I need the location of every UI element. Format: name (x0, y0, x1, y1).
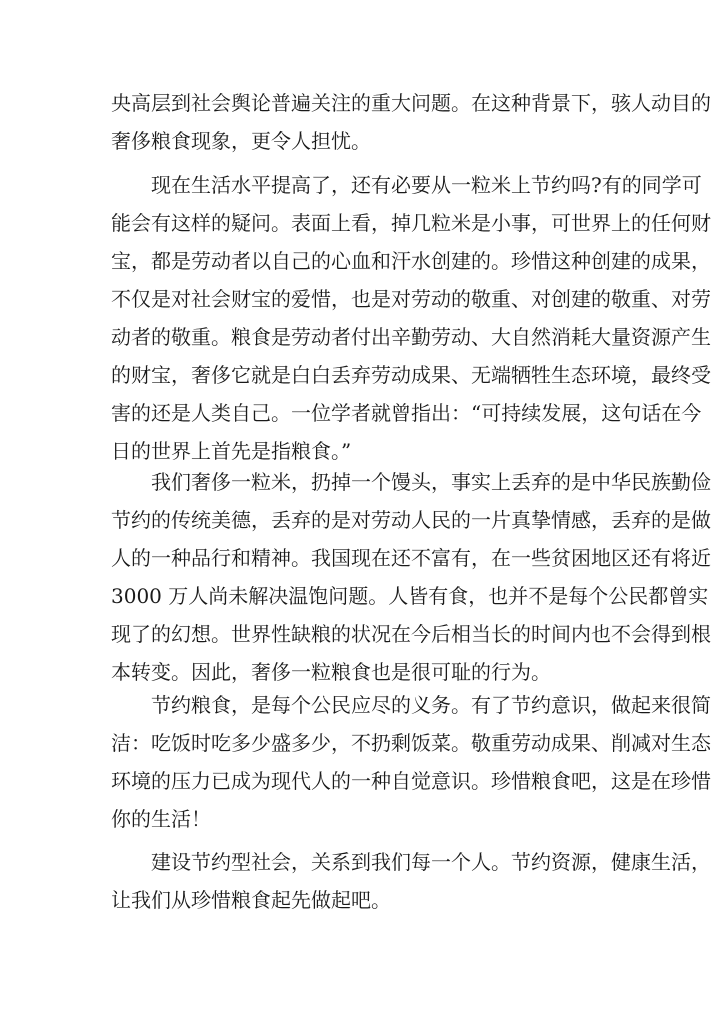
text-line: 3000 万人尚未解决温饱问题。人皆有食，也并不是每个公民都曾实 (111, 584, 709, 608)
text-line: 洁：吃饭时吃多少盛多少，不扔剩饭菜。敬重劳动成果、削减对生态 (111, 731, 711, 755)
text-line: 动者的敬重。粮食是劳动者付出辛勤劳动、大自然消耗大量资源产生 (111, 325, 711, 349)
text-line: 宝，都是劳动者以自己的心血和汗水创建的。珍惜这种创建的成果， (111, 249, 711, 273)
paragraph-1 (111, 84, 711, 160)
text-line: 环境的压力已成为现代人的一种自觉意识。珍惜粮食吧，这是在珍惜 (111, 769, 711, 793)
text-line: 我们奢侈一粒米，扔掉一个馒头，事实上丢弃的是中华民族勤俭 (111, 470, 711, 494)
paragraph-3 (111, 463, 711, 691)
text-line: 的财宝，奢侈它就是白白丢弃劳动成果、无端牺牲生态环境，最终受 (111, 363, 711, 387)
text-line: 奢侈粮食现象，更令人担忧。 (111, 129, 371, 153)
text-line: 害的还是人类自己。一位学者就曾指出：“可持续发展，这句话在今 (111, 401, 702, 425)
text-line: 本转变。因此，奢侈一粒粮食也是很可耻的行为。 (111, 660, 551, 684)
text-line: 日的世界上首先是指粮食。” (111, 439, 352, 463)
text-line: 你的生活！ (111, 807, 211, 831)
text-line: 不仅是对社会财宝的爱惜，也是对劳动的敬重、对创建的敬重、对劳 (111, 287, 711, 311)
text-line: 能会有这样的疑问。表面上看，掉几粒米是小事，可世界上的任何财 (111, 211, 711, 235)
text-line: 人的一种品行和精神。我国现在还不富有，在一些贫困地区还有将近 (111, 546, 711, 570)
text-line: 建设节约型社会，关系到我们每一个人。节约资源，健康生活， (111, 850, 711, 874)
text-line: 让我们从珍惜粮食起先做起吧。 (111, 888, 391, 912)
text-line: 节约粮食，是每个公民应尽的义务。有了节约意识，做起来很简 (111, 693, 711, 717)
text-line: 现在生活水平提高了，还有必要从一粒米上节约吗?有的同学可 (111, 173, 702, 197)
paragraph-4 (111, 686, 711, 838)
text-line: 现了的幻想。世界性缺粮的状况在今后相当长的时间内也不会得到根 (111, 622, 711, 646)
text-line: 节约的传统美德，丢弃的是对劳动人民的一片真挚情感，丢弃的是做 (111, 508, 711, 532)
paragraph-5 (111, 843, 711, 919)
text-line: 央高层到社会舆论普遍关注的重大问题。在这种背景下，骇人动目的 (111, 91, 711, 115)
paragraph-2 (111, 166, 711, 470)
